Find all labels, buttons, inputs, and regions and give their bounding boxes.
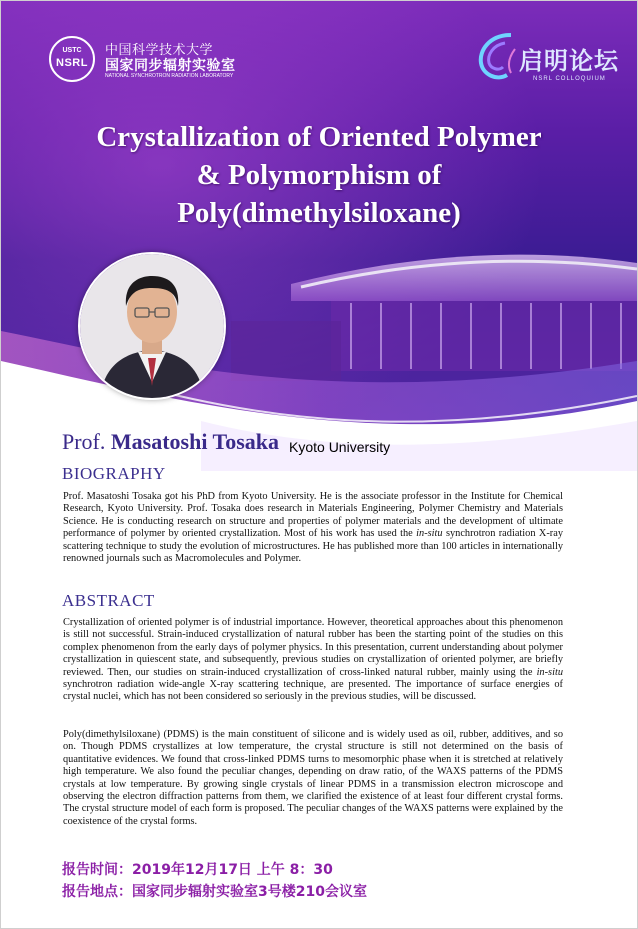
biography-text bbox=[63, 491, 563, 565]
talk-title-line-1: Crystallization of Oriented Polymer bbox=[96, 121, 542, 153]
lab-name-cn: 国家同步辐射实验室 bbox=[105, 58, 236, 74]
event-time-value: 2019年12月17日 上午 8：30 bbox=[132, 862, 333, 878]
event-time-label: 报告时间： bbox=[62, 862, 132, 878]
colloquium-logo bbox=[471, 29, 621, 91]
speaker-affiliation: Kyoto University bbox=[289, 439, 391, 455]
institution-logo bbox=[49, 36, 289, 84]
abstract-paragraph-2: Poly(dimethylsiloxane) (PDMS) is the main constituent of silicone and is widely used as oil, rubber, additives, and so on. Though PDMS crystallizes at low temperature, the crystal structure is still not determined on the basis of quantitative evidences. We found that cross-linked PDMS turns to mesomorphic phase when it is stretched at relatively high temperature. We also found the peculiar changes, depending on draw ratio, of the WAXS patterns of the PDMS crystals at low temperature. By growing single crystals of linear PDMS in a transmission electron microscope and observing the electron diffraction patterns from them, we clarified the existence of at least four different crystal forms. The crystal structure model of each form is proposed. The peculiar changes of the WAXS patterns were explained by the coexistence of the crystal forms. bbox=[63, 729, 563, 827]
nsrl-logo-icon bbox=[49, 36, 95, 82]
colloquium-name-en: NSRL COLLOQUIUM bbox=[533, 76, 606, 82]
colloquium-name-cn: 启明论坛 bbox=[519, 47, 619, 75]
biography-heading: BIOGRAPHY bbox=[62, 464, 166, 483]
biography-text-part: synchrotron radiation X-ray scattering technique to study the evolution of microstructures. He has published more than 100 articles in internationally renowned journals such as Macromolecules and Polymer. bbox=[63, 528, 563, 565]
talk-title-line-3: Poly(dimethylsiloxane) bbox=[177, 197, 461, 229]
abstract-italic: in-situ bbox=[536, 666, 563, 678]
abstract-text-part: synchrotron radiation wide-angle X-ray scattering technique, are presented. The importance of surface energies of crystal nuclei, which has not been considered so seriously in the previous studies, will be discussed. bbox=[63, 679, 563, 703]
colloquium-swirl-icon bbox=[471, 29, 521, 85]
speaker-prefix: Prof. bbox=[62, 429, 111, 454]
event-location-value: 国家同步辐射实验室3号楼210会议室 bbox=[132, 884, 367, 900]
biography-italic: in-situ bbox=[416, 528, 443, 540]
logo-top-text: USTC bbox=[62, 47, 82, 54]
abstract-text-part: Crystallization of oriented polymer is of industrial importance. However, theoretical approaches about this phenomenon is still not successful. Strain-induced crystallization of natural rubber has been the starting point of the studies on this complex phenomenon from the early days of polymer physics. In this presentation, current understanding about polymer crystallization in quiescent state, and subsequently, previous studies on crystallization of oriented polymer, are briefly reviewed. Then, our studies on strain-induced crystallization of cross-linked natural rubber, mainly using the bbox=[63, 617, 563, 678]
biography-text-part: Prof. Masatoshi Tosaka got his PhD from Kyoto University. He is the associate professor in the Institute for Chemical Research, Kyoto University. Prof. Tosaka does research in Materials Engineering, Polymer Chemistry and Materials Science. He is conducting research on structure and properties of polymer materials and the development of ultimate performance of polymer by oriented crystallization. Most of his work has used the bbox=[63, 491, 563, 540]
speaker-name bbox=[62, 429, 279, 455]
speaker-photo bbox=[78, 252, 226, 400]
event-location bbox=[62, 881, 367, 901]
abstract-paragraph-1 bbox=[63, 617, 563, 704]
logo-main-text: NSRL bbox=[56, 57, 88, 69]
lab-name-en: NATIONAL SYNCHROTRON RADIATION LABORATORY bbox=[105, 73, 234, 79]
event-location-label: 报告地点： bbox=[62, 884, 132, 900]
abstract-heading: ABSTRACT bbox=[62, 591, 155, 610]
talk-title-line-2: & Polymorphism of bbox=[196, 159, 442, 191]
institution-name-cn: 中国科学技术大学 bbox=[105, 43, 214, 58]
speaker-name-text: Masatoshi Tosaka bbox=[110, 429, 280, 454]
event-time bbox=[62, 859, 333, 879]
